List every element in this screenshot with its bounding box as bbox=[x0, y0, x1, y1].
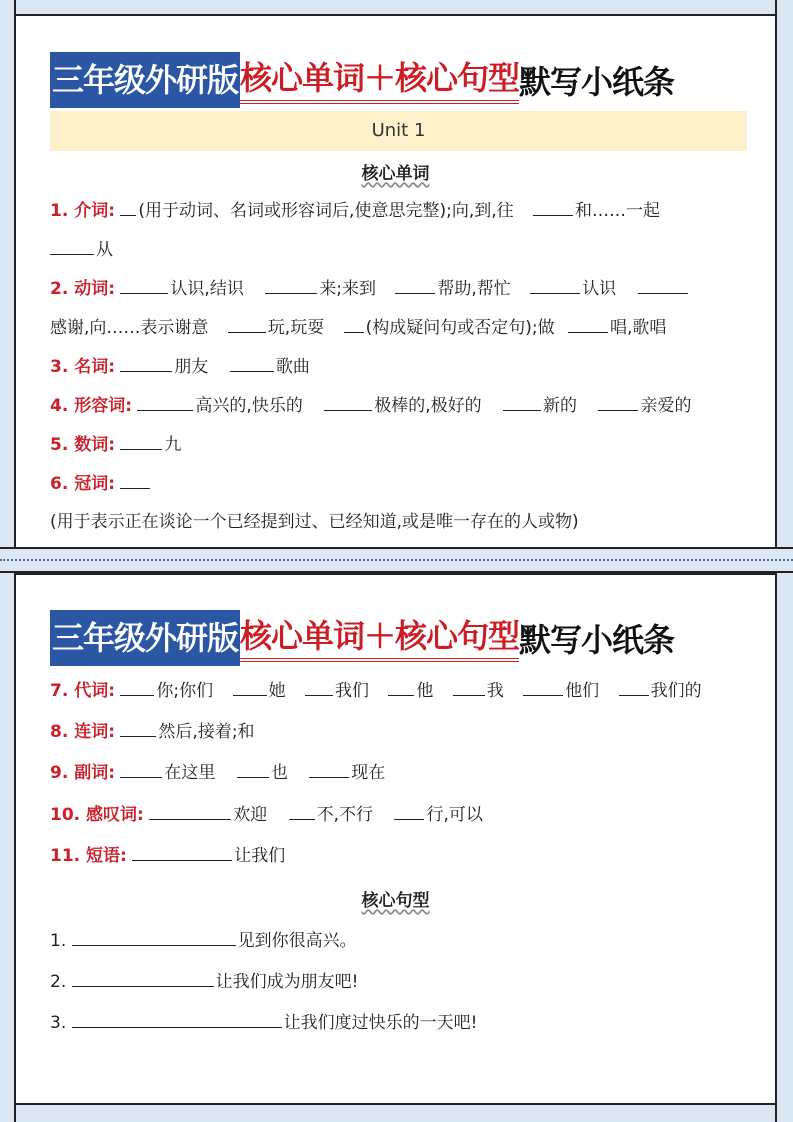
blank[interactable] bbox=[120, 470, 150, 489]
blank[interactable] bbox=[638, 275, 688, 294]
label-interj: 10. 感叹词: bbox=[50, 805, 144, 825]
blank[interactable] bbox=[289, 801, 315, 820]
blank[interactable] bbox=[50, 236, 94, 255]
blank[interactable] bbox=[228, 314, 266, 333]
blank[interactable] bbox=[344, 314, 364, 333]
line-conj: 8. 连词: 然后,接着;和 bbox=[50, 718, 750, 744]
line-prep-cont: 从 bbox=[50, 236, 750, 262]
title-blue: 三年级外研版 bbox=[50, 610, 240, 666]
blank[interactable] bbox=[120, 718, 156, 737]
blank[interactable] bbox=[619, 677, 649, 696]
line-num: 5. 数词: 九 bbox=[50, 431, 750, 457]
worksheet-card-2 bbox=[14, 573, 777, 1105]
words-heading: 核心单词 bbox=[361, 164, 430, 184]
label-pron: 7. 代词: bbox=[50, 681, 116, 701]
label-phrase: 11. 短语: bbox=[50, 846, 127, 866]
worksheet-card-1 bbox=[14, 16, 777, 547]
blank[interactable] bbox=[265, 275, 317, 294]
label-adj: 4. 形容词: bbox=[50, 396, 133, 416]
blank[interactable] bbox=[72, 968, 214, 987]
blank[interactable] bbox=[533, 197, 573, 216]
blank[interactable] bbox=[503, 392, 541, 411]
sentence-row: 3. 让我们度过快乐的一天吧! bbox=[50, 1009, 750, 1035]
title-red: 核心单词＋核心句型 bbox=[240, 56, 519, 104]
label-noun: 3. 名词: bbox=[50, 357, 116, 377]
line-adj: 4. 形容词: 高兴的,快乐的 极棒的,极好的 新的 亲爱的 bbox=[50, 392, 750, 418]
blank[interactable] bbox=[324, 392, 372, 411]
blank[interactable] bbox=[72, 1009, 282, 1028]
label-adv: 9. 副词: bbox=[50, 763, 116, 783]
blank[interactable] bbox=[233, 677, 267, 696]
label-verb: 2. 动词: bbox=[50, 279, 116, 299]
line-phrase: 11. 短语: 让我们 bbox=[50, 842, 750, 868]
card-title bbox=[50, 52, 674, 108]
blank[interactable] bbox=[598, 392, 638, 411]
line-art bbox=[50, 470, 750, 496]
unit-banner: Unit 1 bbox=[50, 111, 747, 151]
sentences-heading: 核心句型 bbox=[361, 891, 430, 911]
blank[interactable] bbox=[530, 275, 580, 294]
line-art-note: (用于表示正在谈论一个已经提到过、已经知道,或是唯一存在的人或物) bbox=[50, 512, 579, 532]
cut-line bbox=[0, 547, 793, 573]
blank[interactable] bbox=[120, 197, 136, 216]
line-noun: 3. 名词: 朋友 歌曲 bbox=[50, 353, 750, 379]
page-bottom-strip bbox=[14, 1105, 777, 1122]
line-verb-cont: 感谢,向……表示谢意 玩,玩耍 (构成疑问句或否定句);做 唱,歌唱 bbox=[50, 314, 750, 340]
title-black: 默写小纸条 bbox=[519, 63, 675, 101]
blank[interactable] bbox=[395, 275, 435, 294]
blank[interactable] bbox=[120, 353, 172, 372]
blank[interactable] bbox=[388, 677, 414, 696]
blank[interactable] bbox=[120, 431, 162, 450]
blank[interactable] bbox=[230, 353, 274, 372]
blank[interactable] bbox=[137, 392, 193, 411]
title-blue: 三年级外研版 bbox=[50, 52, 240, 108]
blank[interactable] bbox=[568, 314, 608, 333]
blank[interactable] bbox=[309, 759, 349, 778]
title-red: 核心单词＋核心句型 bbox=[240, 614, 519, 662]
blank[interactable] bbox=[72, 927, 236, 946]
blank[interactable] bbox=[120, 275, 168, 294]
blank[interactable] bbox=[523, 677, 563, 696]
blank[interactable] bbox=[132, 842, 232, 861]
sentence-row: 1. 见到你很高兴。 bbox=[50, 927, 750, 953]
blank[interactable] bbox=[305, 677, 333, 696]
blank[interactable] bbox=[120, 677, 154, 696]
card-title bbox=[50, 610, 674, 666]
blank[interactable] bbox=[394, 801, 424, 820]
line-interj: 10. 感叹词: 欢迎 不,不行 行,可以 bbox=[50, 801, 750, 827]
page-top-strip bbox=[14, 0, 777, 16]
blank[interactable] bbox=[120, 759, 162, 778]
label-conj: 8. 连词: bbox=[50, 722, 116, 742]
line-verb: 2. 动词: 认识,结识 来;来到 帮助,帮忙 认识 bbox=[50, 275, 750, 301]
sentence-row: 2. 让我们成为朋友吧! bbox=[50, 968, 750, 994]
blank[interactable] bbox=[453, 677, 485, 696]
blank[interactable] bbox=[149, 801, 231, 820]
label-art: 6. 冠词: bbox=[50, 474, 116, 494]
line-prep: 1. 介词: (用于动词、名词或形容词后,使意思完整);向,到,往 和……一起 bbox=[50, 197, 750, 223]
title-black: 默写小纸条 bbox=[519, 621, 675, 659]
label-prep: 1. 介词: bbox=[50, 201, 116, 221]
label-num: 5. 数词: bbox=[50, 435, 116, 455]
line-adv: 9. 副词: 在这里 也 现在 bbox=[50, 759, 750, 785]
line-pron: 7. 代词: 你;你们 她 我们 他 我 他们 我们的 bbox=[50, 677, 750, 703]
blank[interactable] bbox=[237, 759, 269, 778]
